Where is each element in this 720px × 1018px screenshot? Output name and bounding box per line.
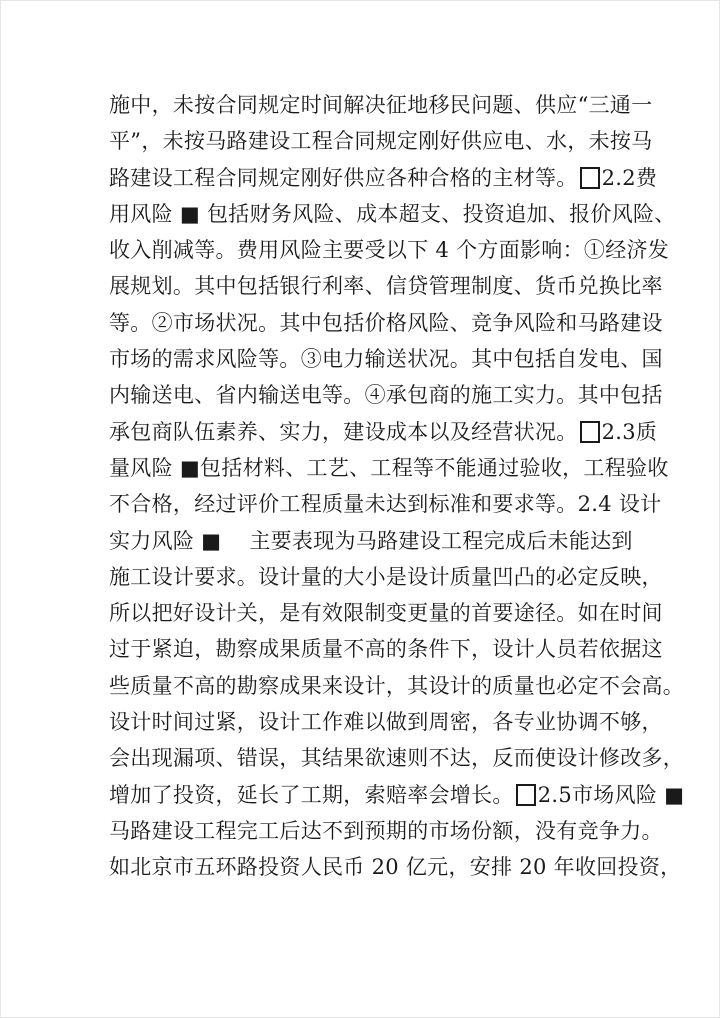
text-segment: 2.5市场风险 ■ [537,782,685,807]
checkbox-icon [516,784,536,806]
text-segment: 实力风险 ■ [109,528,222,553]
text-line: 过于紧迫，勘察成果质量不高的条件下，设计人员若依据这 [109,637,663,662]
text-segment: 2.2费 [601,165,658,190]
text-line: 马路建设工程完工后达不到预期的市场份额，没有竞争力。 [109,818,663,843]
checkbox-icon [580,167,600,189]
text-line: 量风险 ■包括材料、工艺、工程等不能通过验收，工程验收 [109,455,669,480]
text-line: 如北京市五环路投资人民币 20 亿元，安排 20 年收回投资， [109,855,682,880]
text-line: 展规划。其中包括银行利率、信贷管理制度、货币兑换比率 [109,274,663,299]
text-segment: 2.3质 [601,419,658,444]
text-segment: 增加了投资，延长了工期，索赔率会增长。 [109,782,514,807]
text-segment: 主要表现为马路建设工程完成后未能达到 [249,528,633,553]
text-line: 所以把好设计关，是有效限制变更量的首要途径。如在时间 [109,601,663,626]
text-segment: 路建设工程合同规定刚好供应各种合格的主材等。 [109,165,578,190]
text-line: 些质量不高的勘察成果来设计，其设计的质量也必定不会高。 [109,673,685,698]
text-line: 市场的需求风险等。③电力输送状况。其中包括自发电、国 [109,347,663,372]
text-line: 用风险 ■ 包括财务风险、成本超支、投资追加、报价风险、 [109,201,676,226]
checkbox-icon [580,421,600,443]
text-line [109,523,633,559]
text-line: 设计时间过紧，设计工作难以做到周密，各专业协调不够， [109,710,663,735]
text-line [109,777,685,813]
text-line: 施中，未按合同规定时间解决征地移民问题、供应“三通一 [109,93,653,117]
text-line: 不合格，经过评价工程质量未达到标准和要求等。2.4 设计 [109,492,662,517]
body-text [109,87,685,886]
text-line: 等。②市场状况。其中包括价格风险、竞争风险和马路建设 [109,310,663,335]
text-segment: 承包商队伍素养、实力，建设成本以及经营状况。 [109,419,578,444]
text-line [109,414,658,450]
text-line: 收入削减等。费用风险主要受以下 4 个方面影响：①经济发 [109,238,670,263]
text-line: 会出现漏项、错误，其结果欲速则不达，反而使设计修改多， [109,746,685,771]
text-line [109,160,658,196]
text-line: 内输送电、省内输送电等。④承包商的施工实力。其中包括 [109,383,663,408]
text-line: 平”，未按马路建设工程合同规定刚好供应电、水，未按马 [109,129,653,154]
text-line: 施工设计要求。设计量的大小是设计质量凹凸的必定反映， [109,564,663,589]
